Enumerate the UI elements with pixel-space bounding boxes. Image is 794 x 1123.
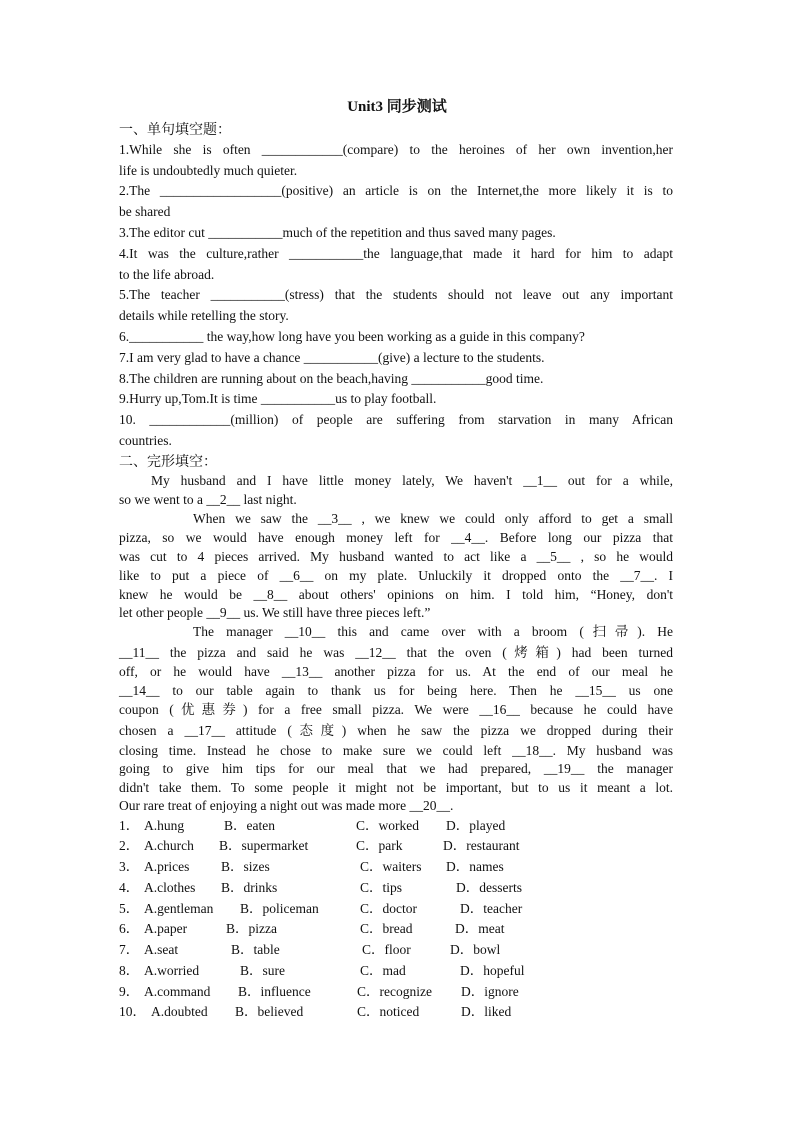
s2-line: __11__ the pizza and said he was __12__ that the oven (烤箱) had been turned bbox=[119, 645, 673, 660]
s1-line: 2.The __________________(positive) an article is on the Internet,the more likely it is to bbox=[119, 183, 673, 198]
option-number: 5． bbox=[119, 901, 140, 916]
s1-line: countries. bbox=[119, 433, 172, 448]
s2-line: like to put a piece of __6__ on my plate. Unluckily it dropped onto the __7__. I bbox=[119, 568, 673, 583]
option-d: D．hopeful bbox=[460, 963, 525, 978]
option-number: 3． bbox=[119, 859, 140, 874]
option-number: 7． bbox=[119, 942, 140, 957]
section1-heading: 一、单句填空题： bbox=[119, 123, 231, 138]
s1-line: 7.I am very glad to have a chance ___________(give) a lecture to the students. bbox=[119, 350, 545, 365]
option-number: 8． bbox=[119, 963, 140, 978]
option-a: A.paper bbox=[144, 921, 188, 936]
option-number: 4． bbox=[119, 880, 140, 895]
option-number: 10． bbox=[119, 1004, 146, 1019]
s1-line: 10. ____________(million) of people are suffering from starvation in many African bbox=[119, 412, 673, 427]
option-a: A.command bbox=[144, 984, 211, 999]
s2-line: didn't take them. To some people it might not be important, but to us it meant a lot. bbox=[119, 780, 673, 795]
option-c: C．mad bbox=[360, 963, 406, 978]
option-c: C．park bbox=[356, 838, 403, 853]
s1-line: 6.___________ the way,how long have you been working as a guide in this company? bbox=[119, 329, 585, 344]
option-number: 2． bbox=[119, 838, 140, 853]
option-a: A.prices bbox=[144, 859, 190, 874]
s2-line: going to give him tips for our meal that we had prepared, __19__ the manager bbox=[119, 761, 673, 776]
option-b: B．believed bbox=[235, 1004, 304, 1019]
option-d: D．restaurant bbox=[443, 838, 520, 853]
option-b: B．pizza bbox=[226, 921, 277, 936]
option-a: A.gentleman bbox=[144, 901, 214, 916]
option-c: C．noticed bbox=[357, 1004, 420, 1019]
option-d: D．ignore bbox=[461, 984, 519, 999]
option-d: D．names bbox=[446, 859, 504, 874]
option-c: C．floor bbox=[362, 942, 411, 957]
s2-line: Our rare treat of enjoying a night out was made more __20__. bbox=[119, 798, 454, 813]
option-c: C．tips bbox=[360, 880, 403, 895]
s1-line: 9.Hurry up,Tom.It is time ___________us to play football. bbox=[119, 391, 437, 406]
option-a: A.worried bbox=[144, 963, 200, 978]
s1-line: 5.The teacher ___________(stress) that the students should not leave out any important bbox=[119, 287, 673, 302]
option-c: C．recognize bbox=[357, 984, 432, 999]
s2-line: let other people __9__ us. We still have three pieces left.” bbox=[119, 605, 431, 620]
option-b: B．influence bbox=[238, 984, 311, 999]
s1-line: to the life abroad. bbox=[119, 267, 215, 282]
s1-line: 3.The editor cut ___________much of the repetition and thus saved many pages. bbox=[119, 225, 556, 240]
s2-line: off, or he would have __13__ another pizza for us. At the end of our meal he bbox=[119, 664, 673, 679]
option-c: C．worked bbox=[356, 818, 419, 833]
option-d: D．bowl bbox=[450, 942, 501, 957]
s2-line: was cut to 4 pieces arrived. My husband wanted to act like a __5__ , so he would bbox=[119, 549, 673, 564]
option-a: A.doubted bbox=[151, 1004, 208, 1019]
option-b: B．eaten bbox=[224, 818, 275, 833]
option-d: D．meat bbox=[455, 921, 505, 936]
s2-line: so we went to a __2__ last night. bbox=[119, 492, 297, 507]
s2-line: closing time. Instead he chose to make sure we could left __18__. My husband was bbox=[119, 743, 673, 758]
option-number: 6． bbox=[119, 921, 140, 936]
option-b: B．drinks bbox=[221, 880, 278, 895]
option-b: B．sizes bbox=[221, 859, 270, 874]
s1-line: life is undoubtedly much quieter. bbox=[119, 163, 298, 178]
option-d: D．played bbox=[446, 818, 506, 833]
option-a: A.hung bbox=[144, 818, 185, 833]
option-d: D．teacher bbox=[460, 901, 523, 916]
s1-line: details while retelling the story. bbox=[119, 308, 289, 323]
option-number: 9． bbox=[119, 984, 140, 999]
s2-line: __14__ to our table again to thank us for being here. Then he __15__ us one bbox=[119, 683, 673, 698]
s2-line: chosen a __17__ attitude (态度) when he saw the pizza we dropped during their bbox=[119, 723, 673, 738]
option-number: 1． bbox=[119, 818, 140, 833]
page-title: Unit3 同步测试 bbox=[347, 99, 447, 115]
s2-line: pizza, so we would have enough money left for __4__. Before long our pizza that bbox=[119, 530, 673, 545]
option-a: A.clothes bbox=[144, 880, 196, 895]
option-c: C．waiters bbox=[360, 859, 422, 874]
s2-line: When we saw the __3__ , we knew we could only afford to get a small bbox=[193, 511, 673, 526]
option-b: B．supermarket bbox=[219, 838, 309, 853]
option-b: B．table bbox=[231, 942, 280, 957]
s1-line: be shared bbox=[119, 204, 171, 219]
s1-line: 1.While she is often ____________(compare) to the heroines of her own invention,her bbox=[119, 142, 673, 157]
option-a: A.seat bbox=[144, 942, 179, 957]
option-c: C．doctor bbox=[360, 901, 417, 916]
s2-line: The manager __10__ this and came over with a broom (扫帚). He bbox=[193, 624, 673, 639]
option-c: C．bread bbox=[360, 921, 413, 936]
s2-line: My husband and I have little money lately, We haven't __1__ out for a while, bbox=[151, 473, 673, 488]
option-d: D．desserts bbox=[456, 880, 522, 895]
s2-line: knew he would be __8__ about others' opinions on him. I told him, “Honey, don't bbox=[119, 587, 673, 602]
section2-heading: 二、完形填空： bbox=[119, 455, 217, 470]
option-d: D．liked bbox=[461, 1004, 512, 1019]
s2-line: coupon (优惠券) for a free small pizza. We were __16__ because he could have bbox=[119, 702, 673, 717]
s1-line: 4.It was the culture,rather ___________the language,that made it hard for him to adapt bbox=[119, 246, 673, 261]
s1-line: 8.The children are running about on the beach,having ___________good time. bbox=[119, 371, 544, 386]
option-b: B．policeman bbox=[240, 901, 319, 916]
option-b: B．sure bbox=[240, 963, 285, 978]
option-a: A.church bbox=[144, 838, 194, 853]
